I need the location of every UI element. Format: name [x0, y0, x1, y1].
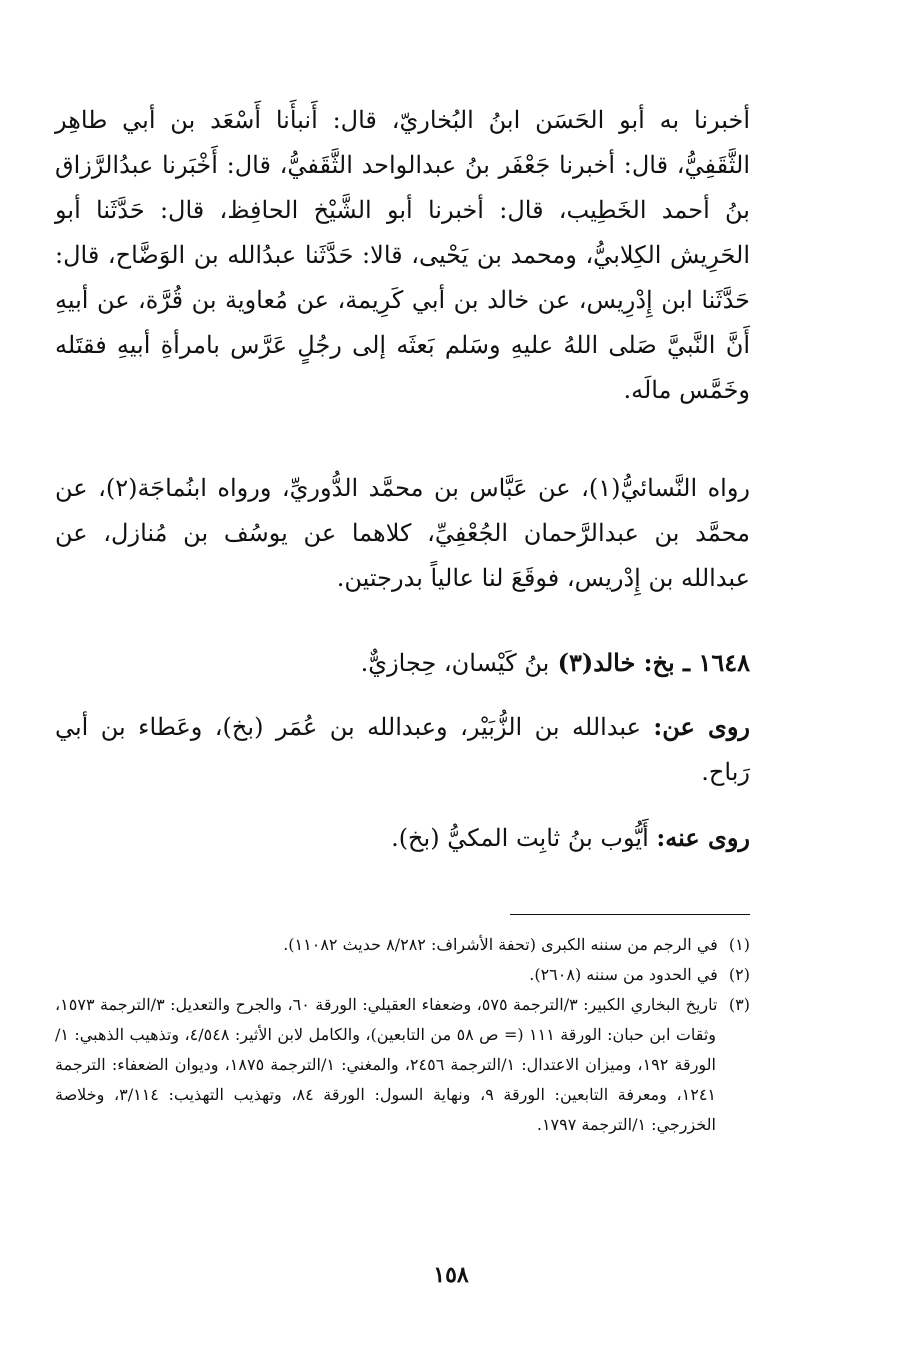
rawa-an-text: عبدالله بن الزُّبَيْر، وعبدالله بن عُمَر (بخ)، وعَطاء بن أبي رَباح. — [55, 713, 750, 786]
paragraph-riwaya: رواه النَّسائيُّ(١)، عن عَبَّاس بن محمَّد الدُّوريِّ، ورواه ابنُماجَة(٢)، عن محمَّد بن عبدالرَّحمان الجُعْفِيِّ، كلاهما عن يوسُف بن مُنازل، عن عبدالله بن إِدْريس، فوقَعَ لنا عالياً بدرجتين. — [55, 474, 751, 592]
footnote-1 — [55, 930, 750, 960]
footnote-separator — [510, 914, 750, 915]
footnote-number: (٣) — [728, 995, 751, 1014]
rawa-anhu-label: روى عنه: — [656, 823, 750, 852]
footnote-text: في الرجم من سننه الكبرى (تحفة الأشراف: ٨/٢٨٢ حديث ١١٠٨٢). — [283, 935, 718, 954]
paragraph-rawa-anhu — [55, 815, 750, 861]
page-number: ١٥٨ — [433, 1262, 469, 1288]
entry-number: ١٦٤٨ ـ بخ: خالد(٣) — [557, 648, 750, 677]
paragraph-isnad: أخبرنا به أبو الحَسَن ابنُ البُخاريّ، قال: أَنبأَنا أَسْعَد بن أبي طاهِر الثَّقَفِيُّ، قال: أخبرنا جَعْفَر بنُ عبدالواحد الثَّقَفيُّ، قال: أَخْبَرنا عبدُالرَّزاق بنُ أحمد الخَطِيب، قال: أخبرنا أبو الشَّيْخ الحافِظ، قال: حَدَّثَنا أبو الحَرِيش الكِلابيُّ، ومحمد بن يَحْيى، قالا: حَدَّثَنا عبدُالله بن الوَضَّاح، قال: حَدَّثَنا ابن إِدْرِيس، عن خالد بن أبي كَرِيمة، عن مُعاوية بن قُرَّة، عن أبيهِ أَنَّ النَّبيَّ صَلى اللهُ عليهِ وسَلم بَعثَه إلى رجُلٍ عَرَّس بامرأةِ أبيهِ فقتَله وخَمَّس مالَه. — [55, 106, 751, 404]
entry-heading — [55, 640, 750, 686]
rawa-anhu-text: أَيُّوب بنُ ثابِت المكيُّ (بخ). — [391, 824, 649, 852]
footnote-number: (٢) — [728, 965, 750, 984]
footnote-text: في الحدود من سننه (٢٦٠٨). — [529, 965, 718, 984]
footnote-text: تاريخ البخاري الكبير: ٣/الترجمة ٥٧٥، وضعفاء العقيلي: الورقة ٦٠، والجرح والتعديل: ٣/الترجمة ١٥٧٣، وثقات ابن حبان: الورقة ١١١ (= ص ٥٨ من التابعين)، والكامل لابن الأثير: ٤/٥٤٨، وتذهيب الذهبي: ١/الورقة ١٩٢، وميزان الاعتدال: ١/الترجمة ٢٤٥٦، والمغني: ١/الترجمة ١٨٧٥، وديوان الضعفاء: الترجمة ١٢٤١، ومعرفة التابعين: الورقة ٩، ونهاية السول: الورقة ٨٤، وتهذيب التهذيب: ٣/١١٤، وخلاصة الخزرجي: ١/الترجمة ١٧٩٧. — [55, 995, 718, 1134]
footnote-number: (١) — [728, 935, 750, 954]
footnote-2 — [55, 960, 750, 990]
footnotes — [55, 930, 750, 1140]
paragraph-rawa-an — [55, 704, 750, 795]
rawa-an-label: روى عن: — [653, 712, 750, 741]
footnote-3 — [55, 990, 750, 1140]
entry-name: بنُ كَيْسان، حِجازيٌّ. — [360, 649, 550, 677]
